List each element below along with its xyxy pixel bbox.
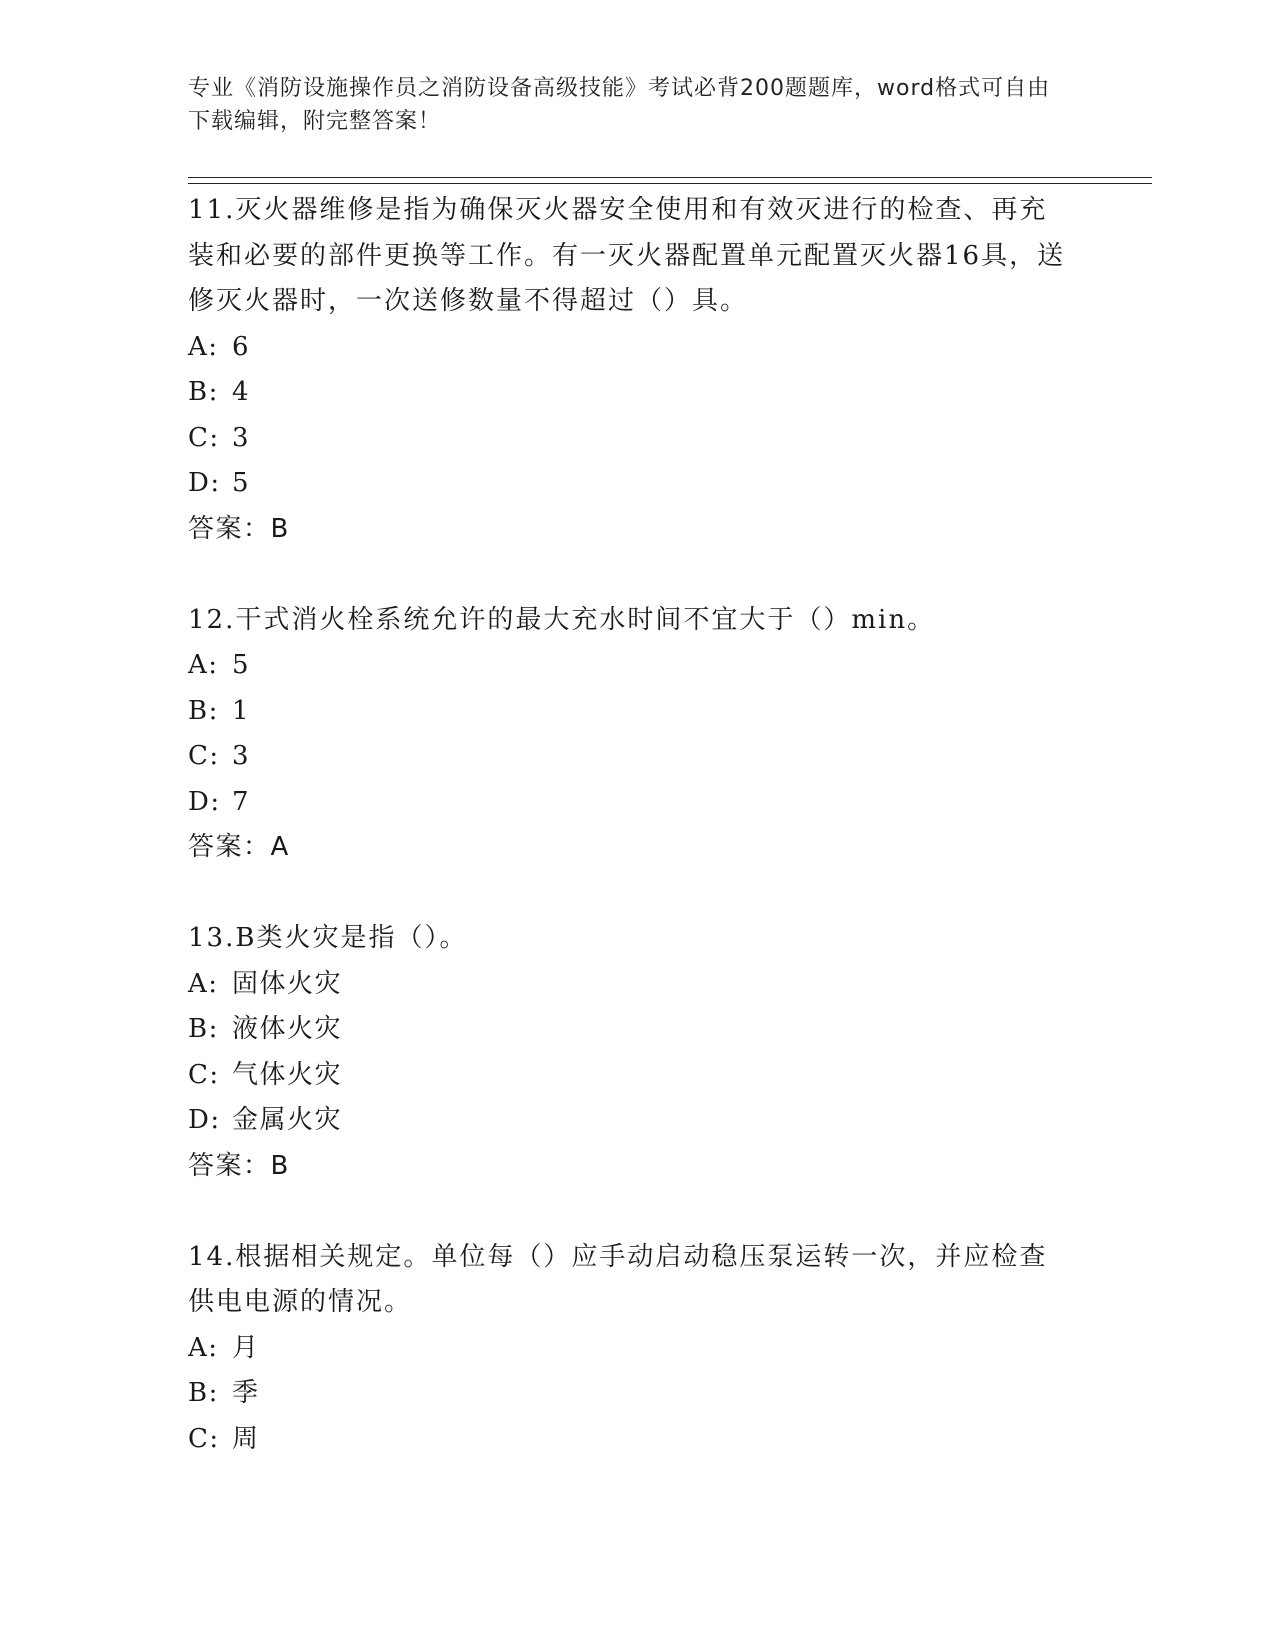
document-header: 专业《消防设施操作员之消防设备高级技能》考试必背200题题库，word格式可自由下载编辑，附完整答案！ bbox=[188, 76, 1051, 134]
spacer bbox=[188, 1189, 1068, 1235]
question-11 bbox=[188, 188, 1068, 598]
header-divider-bottom bbox=[188, 183, 1152, 184]
option-value: 5 bbox=[232, 650, 251, 680]
answer-line: 答案：B bbox=[188, 1150, 290, 1181]
option-value: 4 bbox=[232, 377, 251, 407]
question-12 bbox=[188, 598, 1068, 917]
answer-line: 答案：B bbox=[188, 513, 290, 544]
option-value: 1 bbox=[232, 695, 251, 726]
option-value: 固体火灾 bbox=[232, 968, 343, 999]
option-key: C: bbox=[188, 1423, 220, 1454]
option-b bbox=[188, 689, 1068, 735]
option-value: 5 bbox=[232, 468, 251, 498]
option-key: A: bbox=[188, 650, 219, 680]
option-value: 3 bbox=[232, 741, 251, 771]
option-key: B: bbox=[188, 377, 219, 407]
option-value: 金属火灾 bbox=[232, 1105, 343, 1135]
option-a bbox=[188, 1326, 1068, 1372]
option-c bbox=[188, 1417, 1068, 1463]
option-value: 季 bbox=[232, 1378, 260, 1408]
option-key: C: bbox=[188, 741, 220, 771]
option-b bbox=[188, 1007, 1068, 1053]
question-text: 12.干式消火栓系统允许的最大充水时间不宜大于（）min。 bbox=[188, 604, 936, 635]
question-text: 11.灭火器维修是指为确保灭火器安全使用和有效灭进行的检查、再充装和必要的部件更换等工作。有一灭火器配置单元配置灭火器16具，送修灭火器时，一次送修数量不得超过（）具。 bbox=[188, 195, 1066, 316]
header-divider-top bbox=[188, 177, 1152, 178]
option-key: C: bbox=[188, 1059, 220, 1090]
option-key: A: bbox=[188, 1332, 219, 1363]
option-key: D: bbox=[188, 1105, 221, 1135]
option-key: D: bbox=[188, 786, 221, 817]
option-d bbox=[188, 461, 1068, 507]
option-value: 7 bbox=[232, 786, 251, 817]
option-key: B: bbox=[188, 695, 219, 726]
option-value: 6 bbox=[232, 331, 251, 362]
question-14 bbox=[188, 1235, 1068, 1463]
question-13 bbox=[188, 916, 1068, 1235]
spacer bbox=[188, 552, 1068, 598]
option-key: D: bbox=[188, 468, 221, 498]
option-key: B: bbox=[188, 1014, 219, 1044]
option-key: A: bbox=[188, 968, 219, 999]
option-value: 周 bbox=[232, 1423, 260, 1454]
option-value: 月 bbox=[232, 1332, 260, 1363]
spacer bbox=[188, 871, 1068, 917]
option-value: 液体火灾 bbox=[232, 1014, 343, 1044]
option-a bbox=[188, 962, 1068, 1008]
option-value: 气体火灾 bbox=[232, 1059, 343, 1090]
option-a bbox=[188, 325, 1068, 371]
option-d bbox=[188, 780, 1068, 826]
option-key: C: bbox=[188, 422, 220, 453]
option-b bbox=[188, 1371, 1068, 1417]
option-key: B: bbox=[188, 1378, 219, 1408]
option-c bbox=[188, 416, 1068, 462]
option-c bbox=[188, 734, 1068, 780]
answer-line: 答案：A bbox=[188, 832, 290, 862]
option-a bbox=[188, 643, 1068, 689]
option-b bbox=[188, 370, 1068, 416]
option-d bbox=[188, 1098, 1068, 1144]
option-key: A: bbox=[188, 331, 219, 362]
option-value: 3 bbox=[232, 422, 251, 453]
option-c bbox=[188, 1053, 1068, 1099]
question-text: 14.根据相关规定。单位每（）应手动启动稳压泵运转一次，并应检查供电电源的情况。 bbox=[188, 1241, 1048, 1317]
question-text: 13.B类火灾是指（）。 bbox=[188, 923, 468, 953]
question-list bbox=[188, 188, 1068, 1462]
